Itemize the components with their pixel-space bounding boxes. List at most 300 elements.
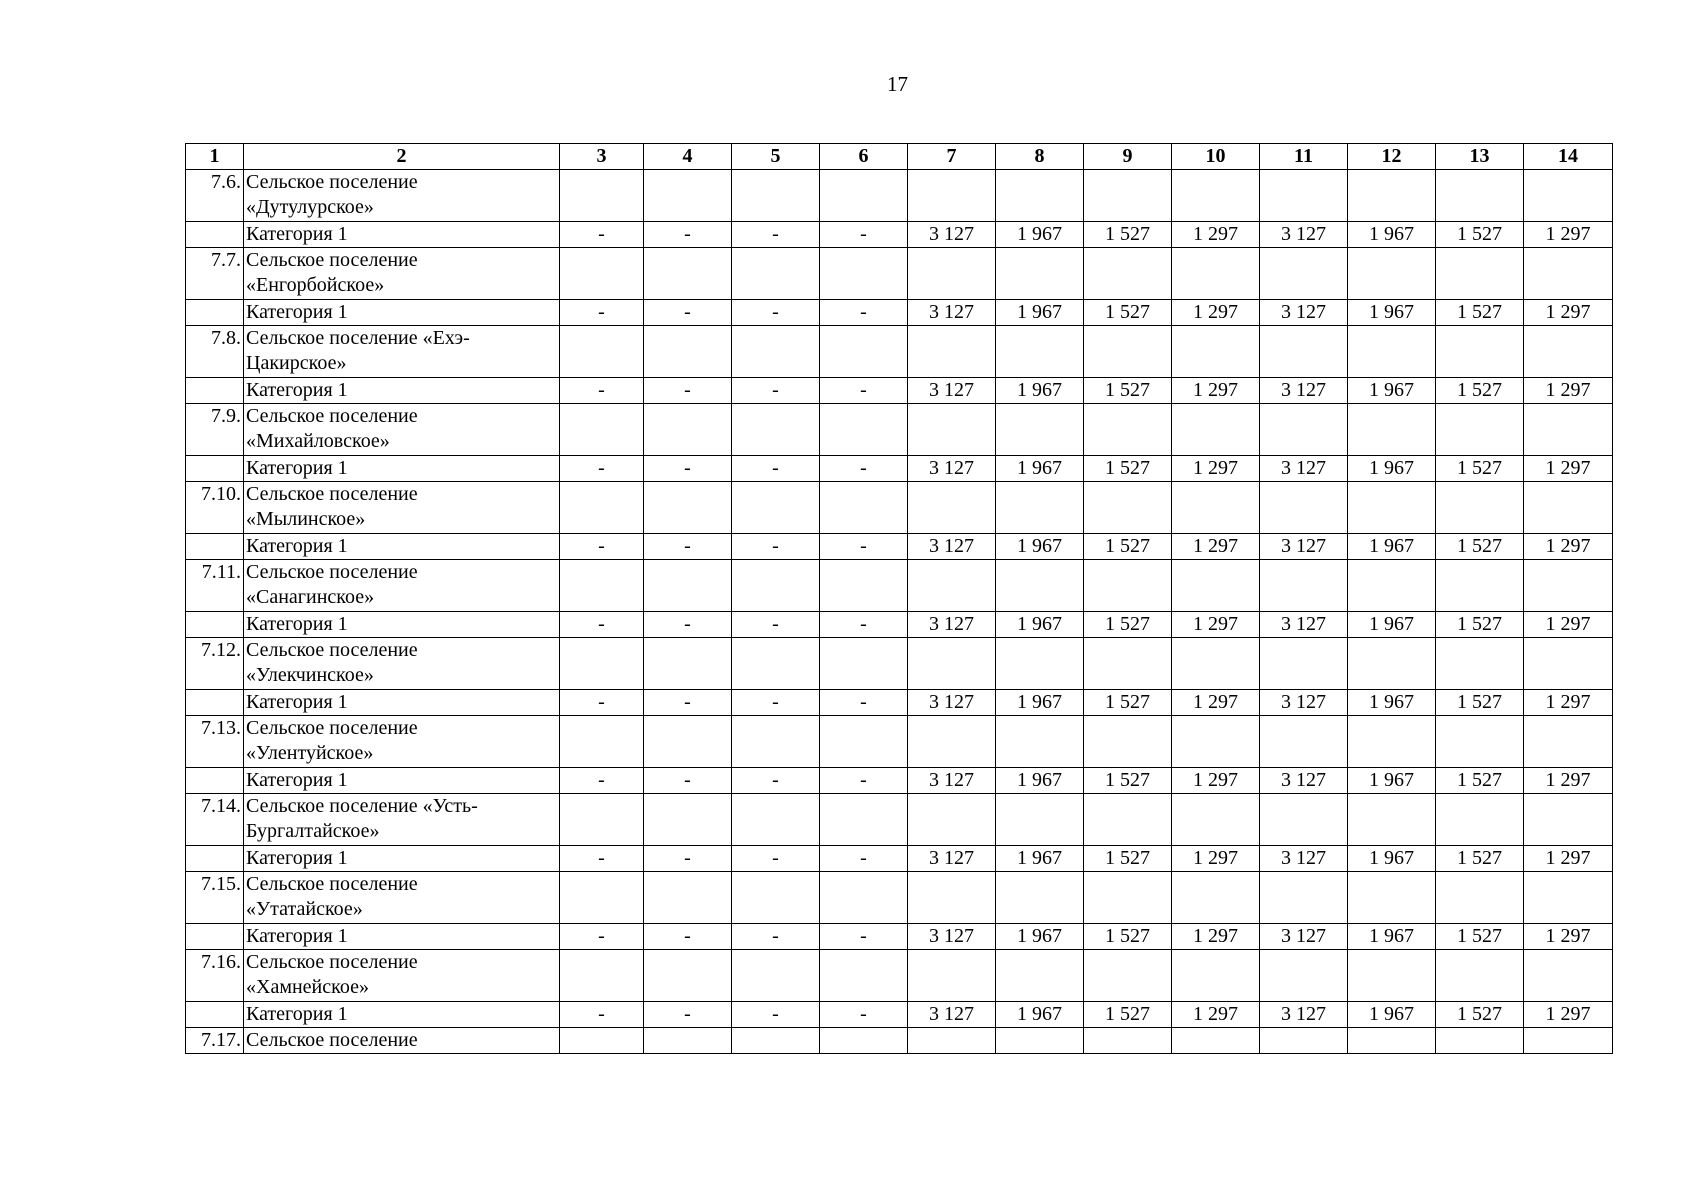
tariff-value: - <box>560 612 644 638</box>
tariff-value: - <box>560 300 644 326</box>
column-header: 1 <box>186 144 244 170</box>
tariff-value: - <box>644 222 732 248</box>
tariff-value: - <box>732 690 820 716</box>
column-header: 8 <box>996 144 1084 170</box>
empty-cell <box>820 794 908 846</box>
table-body <box>186 170 1613 1054</box>
empty-cell <box>644 794 732 846</box>
empty-cell <box>1084 170 1172 222</box>
tariff-value: 1 527 <box>1084 378 1172 404</box>
category-label: Категория 1 <box>244 846 560 872</box>
tariff-value: 1 967 <box>996 534 1084 560</box>
category-row <box>186 1002 1613 1028</box>
empty-cell <box>644 1028 732 1054</box>
tariff-value: 3 127 <box>1260 534 1348 560</box>
empty-cell <box>908 170 996 222</box>
category-number <box>186 222 244 248</box>
column-header: 2 <box>244 144 560 170</box>
empty-cell <box>644 404 732 456</box>
empty-cell <box>644 716 732 768</box>
section-row <box>186 638 1613 690</box>
empty-cell <box>1348 1028 1436 1054</box>
empty-cell <box>996 326 1084 378</box>
tariff-value: 1 297 <box>1172 300 1260 326</box>
tariff-value: - <box>560 1002 644 1028</box>
tariff-value: 3 127 <box>1260 690 1348 716</box>
tariff-value: - <box>644 768 732 794</box>
column-header: 13 <box>1436 144 1524 170</box>
empty-cell <box>908 716 996 768</box>
section-name <box>244 950 560 1002</box>
tariff-value: 1 967 <box>1348 768 1436 794</box>
empty-cell <box>1348 872 1436 924</box>
tariff-value: - <box>732 222 820 248</box>
empty-cell <box>1436 1028 1524 1054</box>
empty-cell <box>820 638 908 690</box>
empty-cell <box>1524 404 1613 456</box>
section-row <box>186 248 1613 300</box>
empty-cell <box>1348 716 1436 768</box>
section-name-line: Сельское поселение <box>246 873 418 895</box>
empty-cell <box>1260 560 1348 612</box>
empty-cell <box>1436 248 1524 300</box>
empty-cell <box>1524 950 1613 1002</box>
section-name <box>244 638 560 690</box>
empty-cell <box>1436 560 1524 612</box>
empty-cell <box>732 248 820 300</box>
tariff-value: 3 127 <box>1260 846 1348 872</box>
section-name-line: Сельское поселение «Ехэ- <box>246 327 470 349</box>
empty-cell <box>1260 716 1348 768</box>
tariff-value: - <box>820 612 908 638</box>
section-name <box>244 482 560 534</box>
empty-cell <box>1084 326 1172 378</box>
empty-cell <box>1436 794 1524 846</box>
section-name-line: Сельское поселение <box>246 717 418 739</box>
tariff-value: 1 967 <box>996 768 1084 794</box>
tariff-value: 1 967 <box>996 378 1084 404</box>
tariff-value: - <box>820 456 908 482</box>
empty-cell <box>1172 326 1260 378</box>
category-row <box>186 300 1613 326</box>
tariff-value: - <box>732 456 820 482</box>
tariff-value: 1 527 <box>1084 534 1172 560</box>
empty-cell <box>1436 482 1524 534</box>
empty-cell <box>1436 716 1524 768</box>
empty-cell <box>820 716 908 768</box>
category-label: Категория 1 <box>244 924 560 950</box>
empty-cell <box>1260 872 1348 924</box>
empty-cell <box>560 794 644 846</box>
category-number <box>186 1002 244 1028</box>
category-row <box>186 378 1613 404</box>
empty-cell <box>560 248 644 300</box>
tariff-value: 3 127 <box>1260 300 1348 326</box>
empty-cell <box>1524 248 1613 300</box>
empty-cell <box>1348 560 1436 612</box>
section-row <box>186 326 1613 378</box>
empty-cell <box>1172 794 1260 846</box>
section-name-line: Бургалтайское» <box>246 820 380 842</box>
tariff-value: - <box>732 534 820 560</box>
tariff-value: 3 127 <box>908 378 996 404</box>
section-name <box>244 326 560 378</box>
tariff-value: 1 297 <box>1524 534 1613 560</box>
section-name-line: Сельское поселение «Усть- <box>246 795 478 817</box>
section-number: 7.16. <box>186 950 244 1002</box>
empty-cell <box>560 872 644 924</box>
empty-cell <box>820 404 908 456</box>
empty-cell <box>1348 950 1436 1002</box>
empty-cell <box>1524 794 1613 846</box>
empty-cell <box>1524 326 1613 378</box>
section-row <box>186 950 1613 1002</box>
section-row <box>186 170 1613 222</box>
empty-cell <box>560 1028 644 1054</box>
empty-cell <box>820 1028 908 1054</box>
tariff-value: 1 967 <box>996 222 1084 248</box>
section-row <box>186 404 1613 456</box>
section-name-line: «Енгорбойское» <box>246 274 385 296</box>
empty-cell <box>820 248 908 300</box>
empty-cell <box>732 950 820 1002</box>
tariff-value: - <box>560 456 644 482</box>
tariff-value: 1 297 <box>1172 378 1260 404</box>
section-number: 7.14. <box>186 794 244 846</box>
tariff-value: 3 127 <box>1260 378 1348 404</box>
category-label: Категория 1 <box>244 456 560 482</box>
empty-cell <box>820 560 908 612</box>
section-row <box>186 794 1613 846</box>
tariff-value: 1 967 <box>1348 222 1436 248</box>
empty-cell <box>996 716 1084 768</box>
category-label: Категория 1 <box>244 1002 560 1028</box>
empty-cell <box>1436 170 1524 222</box>
empty-cell <box>732 872 820 924</box>
empty-cell <box>908 404 996 456</box>
tariff-value: 1 967 <box>996 612 1084 638</box>
empty-cell <box>732 1028 820 1054</box>
empty-cell <box>820 872 908 924</box>
empty-cell <box>1084 1028 1172 1054</box>
empty-cell <box>644 950 732 1002</box>
tariff-value: 3 127 <box>908 456 996 482</box>
empty-cell <box>1436 326 1524 378</box>
category-row <box>186 612 1613 638</box>
tariff-value: - <box>732 378 820 404</box>
empty-cell <box>1084 794 1172 846</box>
empty-cell <box>996 872 1084 924</box>
empty-cell <box>560 170 644 222</box>
tariff-value: - <box>644 846 732 872</box>
empty-cell <box>1260 326 1348 378</box>
section-name: Сельское поселение <box>244 1028 560 1054</box>
tariff-value: 1 297 <box>1172 456 1260 482</box>
tariff-value: 1 967 <box>1348 456 1436 482</box>
tariff-value: 1 527 <box>1436 1002 1524 1028</box>
empty-cell <box>1084 248 1172 300</box>
tariff-value: 1 297 <box>1524 300 1613 326</box>
tariff-value: 1 297 <box>1524 456 1613 482</box>
section-name-line: «Хамнейское» <box>246 976 369 998</box>
tariff-value: - <box>560 768 644 794</box>
empty-cell <box>732 560 820 612</box>
empty-cell <box>1260 482 1348 534</box>
empty-cell <box>1348 638 1436 690</box>
section-row <box>186 482 1613 534</box>
tariff-value: - <box>820 846 908 872</box>
empty-cell <box>1172 950 1260 1002</box>
tariff-value: 3 127 <box>908 222 996 248</box>
tariff-value: 1 967 <box>1348 1002 1436 1028</box>
tariff-value: - <box>732 924 820 950</box>
section-name-line: Сельское поселение <box>246 249 418 271</box>
tariff-value: 1 297 <box>1172 690 1260 716</box>
empty-cell <box>1524 482 1613 534</box>
empty-cell <box>1348 170 1436 222</box>
tariff-value: 1 527 <box>1084 690 1172 716</box>
empty-cell <box>1260 950 1348 1002</box>
tariff-value: - <box>732 846 820 872</box>
empty-cell <box>1260 170 1348 222</box>
tariff-value: 1 297 <box>1172 222 1260 248</box>
empty-cell <box>908 872 996 924</box>
empty-cell <box>1172 1028 1260 1054</box>
column-header: 9 <box>1084 144 1172 170</box>
section-name-line: Сельское поселение <box>246 405 418 427</box>
empty-cell <box>1260 248 1348 300</box>
tariff-value: 1 297 <box>1524 768 1613 794</box>
section-name-line: Сельское поселение <box>246 639 418 661</box>
empty-cell <box>996 404 1084 456</box>
tariff-value: 1 527 <box>1436 768 1524 794</box>
section-name-line: «Михайловское» <box>246 430 390 452</box>
empty-cell <box>1524 872 1613 924</box>
tariff-value: - <box>732 768 820 794</box>
section-number: 7.17. <box>186 1028 244 1054</box>
empty-cell <box>1172 872 1260 924</box>
category-number <box>186 612 244 638</box>
tariff-value: - <box>820 300 908 326</box>
tariff-value: 1 967 <box>1348 690 1436 716</box>
empty-cell <box>732 638 820 690</box>
tariff-value: - <box>732 300 820 326</box>
tariff-value: 1 297 <box>1524 690 1613 716</box>
category-number <box>186 300 244 326</box>
empty-cell <box>732 326 820 378</box>
section-name <box>244 404 560 456</box>
empty-cell <box>644 170 732 222</box>
tariff-value: - <box>644 924 732 950</box>
tariff-value: 1 967 <box>1348 534 1436 560</box>
tariff-value: 1 527 <box>1436 222 1524 248</box>
section-name-line: «Утатайское» <box>246 898 363 920</box>
category-row <box>186 846 1613 872</box>
tariff-value: - <box>560 534 644 560</box>
category-label: Категория 1 <box>244 690 560 716</box>
category-number <box>186 768 244 794</box>
tariff-value: 3 127 <box>908 300 996 326</box>
tariff-value: - <box>560 924 644 950</box>
section-name <box>244 560 560 612</box>
tariff-value: 1 297 <box>1172 612 1260 638</box>
tariff-value: - <box>820 222 908 248</box>
tariff-value: - <box>644 1002 732 1028</box>
empty-cell <box>1436 872 1524 924</box>
empty-cell <box>996 248 1084 300</box>
empty-cell <box>908 482 996 534</box>
empty-cell <box>908 794 996 846</box>
tariff-value: - <box>732 612 820 638</box>
category-label: Категория 1 <box>244 300 560 326</box>
empty-cell <box>644 872 732 924</box>
empty-cell <box>1260 638 1348 690</box>
tariff-value: 1 967 <box>1348 846 1436 872</box>
empty-cell <box>908 1028 996 1054</box>
category-label: Категория 1 <box>244 612 560 638</box>
tariff-value: 1 527 <box>1436 378 1524 404</box>
category-row <box>186 456 1613 482</box>
tariff-value: - <box>560 378 644 404</box>
category-number <box>186 846 244 872</box>
section-name-line: «Дутулурское» <box>246 196 374 218</box>
column-header: 6 <box>820 144 908 170</box>
empty-cell <box>1260 1028 1348 1054</box>
tariff-value: - <box>820 768 908 794</box>
empty-cell <box>560 404 644 456</box>
empty-cell <box>1524 560 1613 612</box>
tariff-value: 1 297 <box>1524 222 1613 248</box>
category-row <box>186 690 1613 716</box>
tariff-value: 1 967 <box>1348 300 1436 326</box>
category-label: Категория 1 <box>244 378 560 404</box>
tariff-value: 1 297 <box>1172 534 1260 560</box>
tariff-value: - <box>644 690 732 716</box>
section-name-line: «Санагинское» <box>246 586 375 608</box>
section-name-line: Сельское поселение <box>246 951 418 973</box>
section-name <box>244 872 560 924</box>
empty-cell <box>1524 170 1613 222</box>
section-name <box>244 248 560 300</box>
tariff-value: 1 297 <box>1524 924 1613 950</box>
section-name <box>244 716 560 768</box>
empty-cell <box>996 560 1084 612</box>
empty-cell <box>1348 404 1436 456</box>
column-header: 12 <box>1348 144 1436 170</box>
section-name <box>244 794 560 846</box>
column-header: 3 <box>560 144 644 170</box>
empty-cell <box>1172 560 1260 612</box>
section-name-line: Сельское поселение <box>246 171 418 193</box>
tariff-value: 1 527 <box>1084 768 1172 794</box>
tariff-value: 3 127 <box>908 924 996 950</box>
tariff-value: 1 297 <box>1524 612 1613 638</box>
tariff-value: 1 967 <box>996 690 1084 716</box>
tariff-value: 1 527 <box>1084 924 1172 950</box>
tariff-value: 1 967 <box>996 456 1084 482</box>
section-name-line: «Мылинское» <box>246 508 366 530</box>
tariff-value: - <box>820 1002 908 1028</box>
empty-cell <box>1260 794 1348 846</box>
section-number: 7.15. <box>186 872 244 924</box>
tariff-value: 1 527 <box>1084 456 1172 482</box>
tariff-value: 1 297 <box>1524 1002 1613 1028</box>
header-row <box>186 144 1613 170</box>
empty-cell <box>996 1028 1084 1054</box>
empty-cell <box>908 248 996 300</box>
empty-cell <box>1348 482 1436 534</box>
tariff-value: 1 527 <box>1436 846 1524 872</box>
tariff-value: 3 127 <box>908 534 996 560</box>
category-row <box>186 222 1613 248</box>
empty-cell <box>1172 248 1260 300</box>
empty-cell <box>1084 560 1172 612</box>
tariff-value: - <box>820 534 908 560</box>
tariff-value: 3 127 <box>1260 1002 1348 1028</box>
tariff-value: 1 527 <box>1436 924 1524 950</box>
empty-cell <box>908 950 996 1002</box>
tariff-value: - <box>644 300 732 326</box>
tariff-value: - <box>560 846 644 872</box>
empty-cell <box>1084 872 1172 924</box>
tariff-value: 1 967 <box>1348 924 1436 950</box>
section-number: 7.8. <box>186 326 244 378</box>
empty-cell <box>732 794 820 846</box>
section-name-line: «Улентуйское» <box>246 742 374 764</box>
tariff-value: - <box>644 456 732 482</box>
tariff-value: 1 967 <box>1348 612 1436 638</box>
empty-cell <box>1260 404 1348 456</box>
section-name-line: Цакирское» <box>246 352 347 374</box>
category-number <box>186 534 244 560</box>
category-number <box>186 924 244 950</box>
column-header: 4 <box>644 144 732 170</box>
empty-cell <box>1172 404 1260 456</box>
tariff-value: 3 127 <box>1260 456 1348 482</box>
empty-cell <box>820 326 908 378</box>
tariff-value: 1 297 <box>1172 846 1260 872</box>
empty-cell <box>1348 326 1436 378</box>
tariff-value: - <box>644 534 732 560</box>
column-header: 7 <box>908 144 996 170</box>
tariff-value: 1 297 <box>1524 378 1613 404</box>
empty-cell <box>1084 716 1172 768</box>
empty-cell <box>560 950 644 1002</box>
category-number <box>186 378 244 404</box>
empty-cell <box>644 326 732 378</box>
empty-cell <box>560 326 644 378</box>
section-name <box>244 170 560 222</box>
tariff-value: 1 967 <box>996 924 1084 950</box>
empty-cell <box>732 716 820 768</box>
tariff-value: 3 127 <box>1260 768 1348 794</box>
section-row <box>186 560 1613 612</box>
empty-cell <box>1172 716 1260 768</box>
empty-cell <box>1524 716 1613 768</box>
empty-cell <box>560 482 644 534</box>
empty-cell <box>1084 482 1172 534</box>
column-header: 14 <box>1524 144 1613 170</box>
empty-cell <box>560 638 644 690</box>
column-header: 11 <box>1260 144 1348 170</box>
tariff-value: - <box>820 924 908 950</box>
empty-cell <box>732 404 820 456</box>
empty-cell <box>996 794 1084 846</box>
tariff-value: 1 527 <box>1084 300 1172 326</box>
tariff-value: 3 127 <box>908 1002 996 1028</box>
tariff-value: 1 297 <box>1172 924 1260 950</box>
tariff-value: - <box>820 690 908 716</box>
